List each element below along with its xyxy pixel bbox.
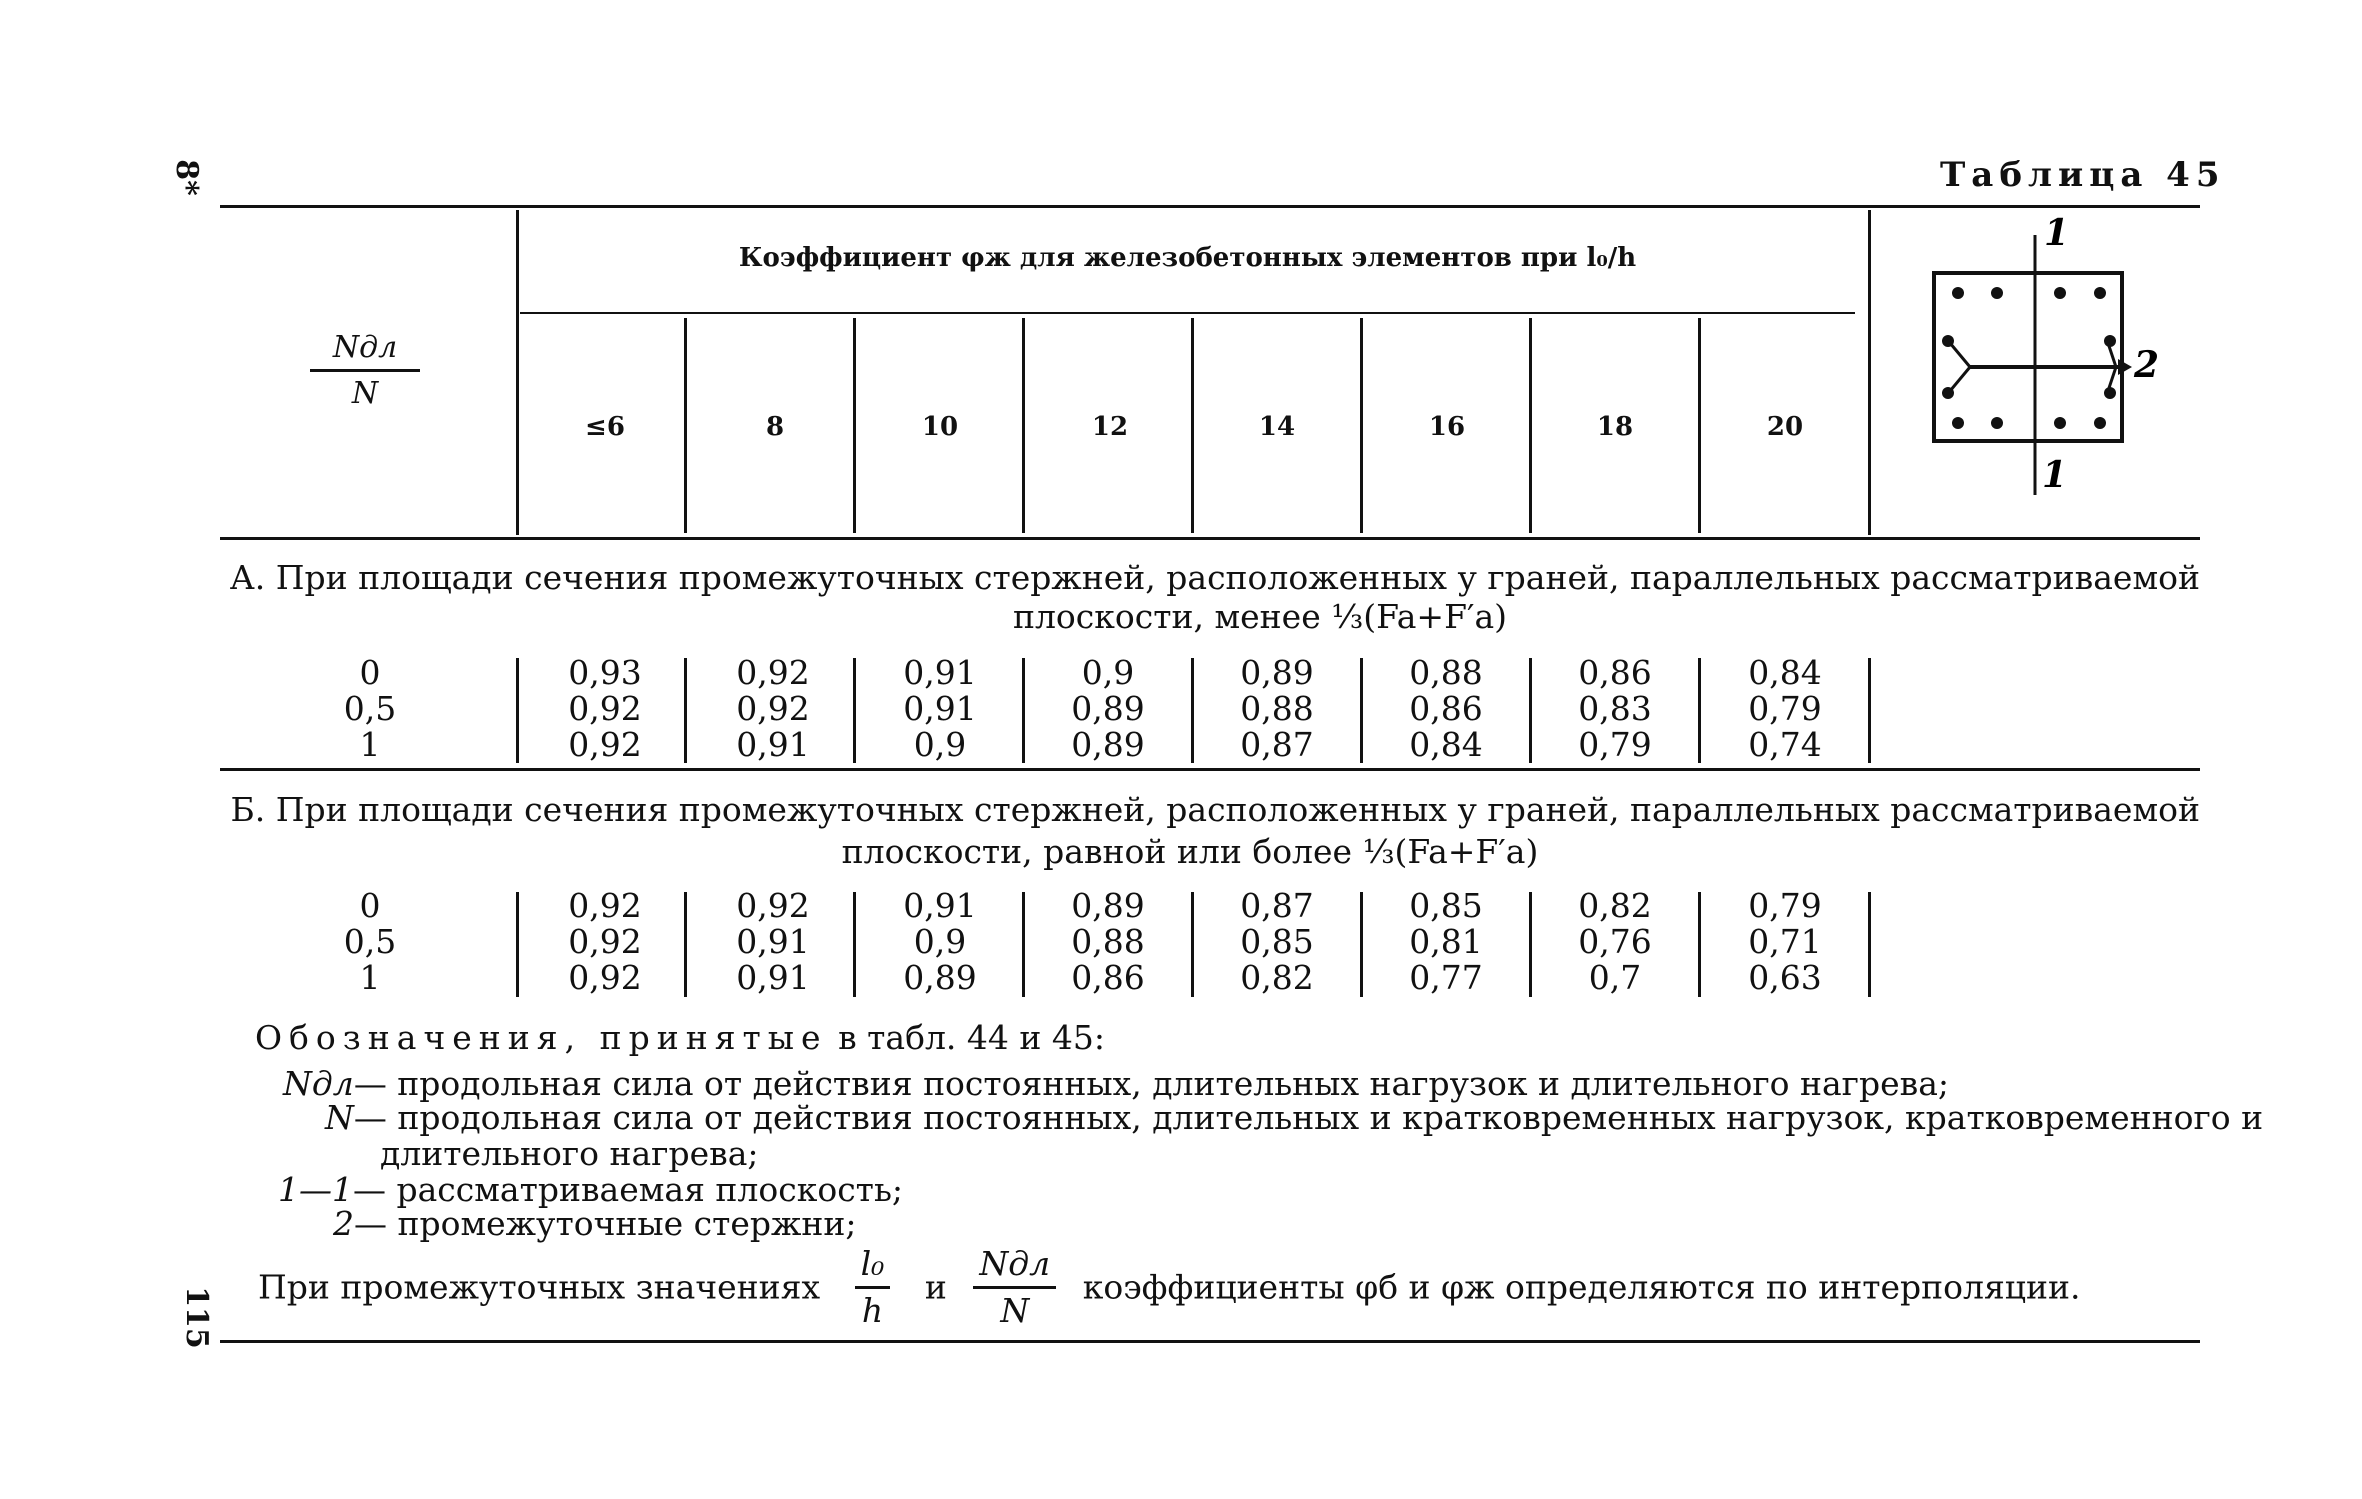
section-b-col-4 bbox=[1038, 888, 1178, 996]
section-b-col-8 bbox=[1715, 888, 1855, 996]
section-a-col-8 bbox=[1715, 655, 1855, 763]
column-divider bbox=[684, 318, 687, 533]
table-cell: 0,87 bbox=[1240, 725, 1314, 764]
table-cell: 0,88 bbox=[1240, 689, 1314, 728]
table-cell: 0,9 bbox=[913, 922, 967, 961]
table-cell: 0,86 bbox=[1578, 653, 1652, 692]
section-a-col-6 bbox=[1376, 655, 1516, 763]
table-cell: 0,88 bbox=[1071, 922, 1145, 961]
row-divider bbox=[1191, 892, 1194, 997]
table-cell: 0,89 bbox=[1071, 886, 1145, 925]
interpolation-note bbox=[258, 1242, 2081, 1333]
column-divider bbox=[1698, 318, 1701, 533]
table-cell: 0,79 bbox=[1748, 886, 1822, 925]
table-cell: 0,92 bbox=[736, 689, 810, 728]
row-divider bbox=[1529, 892, 1532, 997]
note-bars-symbol: 2 bbox=[333, 1204, 354, 1243]
table-cell: 0,89 bbox=[1071, 689, 1145, 728]
table-cell: 0,92 bbox=[568, 958, 642, 997]
table-cell: 0,7 bbox=[1588, 958, 1642, 997]
table-cell: 0,88 bbox=[1409, 653, 1483, 692]
column-header: 18 bbox=[1596, 412, 1634, 442]
header-divider-right bbox=[1868, 210, 1871, 535]
interpolation-suffix: коэффициенты φб и φж определяются по интерполяции. bbox=[1082, 1267, 2081, 1307]
column-divider bbox=[1022, 318, 1025, 533]
ratio-denominator: N bbox=[351, 376, 379, 411]
row-divider bbox=[516, 892, 519, 997]
column-divider bbox=[1360, 318, 1363, 533]
row-divider bbox=[516, 658, 519, 763]
column-header: 8 bbox=[765, 412, 785, 442]
note-n-dl-text: — продольная сила от действия постоянных, длительных нагрузок и длительного нагрева; bbox=[353, 1064, 1949, 1103]
section-b-col-2 bbox=[703, 888, 843, 996]
section-a-col-4 bbox=[1038, 655, 1178, 763]
row-ratio: 0 bbox=[359, 653, 381, 692]
section-b-title-line2: плоскости, равной или более ⅓(Fa+F′a) bbox=[841, 832, 1539, 871]
section-a-col-7 bbox=[1545, 655, 1685, 763]
table-cell: 0,63 bbox=[1748, 958, 1822, 997]
table-cell: 0,92 bbox=[736, 886, 810, 925]
row-divider bbox=[1022, 658, 1025, 763]
row-ratio: 0,5 bbox=[343, 689, 397, 728]
row-divider bbox=[853, 658, 856, 763]
row-ratio: 0,5 bbox=[343, 922, 397, 961]
notes-heading-rest: в табл. 44 и 45: bbox=[838, 1018, 1105, 1057]
cross-section-diagram bbox=[1900, 215, 2190, 505]
notes-heading-spaced: Обозначения, принятые bbox=[255, 1018, 828, 1057]
row-divider bbox=[684, 892, 687, 997]
row-ratio: 1 bbox=[359, 725, 381, 764]
row-divider bbox=[1529, 658, 1532, 763]
note-plane-text: — рассматриваемая плоскость; bbox=[353, 1170, 904, 1209]
row-divider bbox=[1868, 658, 1871, 763]
table-cell: 0,91 bbox=[903, 653, 977, 692]
table-cell: 0,76 bbox=[1578, 922, 1652, 961]
column-divider bbox=[1529, 318, 1532, 533]
row-divider bbox=[684, 658, 687, 763]
diagram-label-section-bottom: 1 bbox=[2042, 454, 2068, 496]
page-number: 115 bbox=[178, 1286, 214, 1349]
table-cell: 0,9 bbox=[1081, 653, 1135, 692]
note-plane-symbol: 1—1 bbox=[278, 1170, 353, 1209]
header-divider-left bbox=[516, 210, 519, 535]
row-divider bbox=[853, 892, 856, 997]
note-plane bbox=[278, 1172, 903, 1208]
column-header: 10 bbox=[921, 412, 959, 442]
column-header: 20 bbox=[1766, 412, 1804, 442]
section-a-col-3 bbox=[870, 655, 1010, 763]
row-divider bbox=[1360, 892, 1363, 997]
table-cell: 0,81 bbox=[1409, 922, 1483, 961]
note-bars bbox=[333, 1206, 857, 1242]
table-cell: 0,74 bbox=[1748, 725, 1822, 764]
table-cell: 0,79 bbox=[1578, 725, 1652, 764]
ratio-header bbox=[310, 330, 420, 411]
row-divider bbox=[1698, 892, 1701, 997]
section-b-col-3 bbox=[870, 888, 1010, 996]
row-divider bbox=[1868, 892, 1871, 997]
section-a-title-line2: плоскости, менее ⅓(Fa+F′a) bbox=[1012, 597, 1508, 636]
top-page-marker: 8* bbox=[168, 159, 204, 196]
header-bottom-rule bbox=[220, 537, 2200, 540]
table-cell: 0,85 bbox=[1409, 886, 1483, 925]
diagram-label-section-top: 1 bbox=[2044, 215, 2070, 254]
table-cell: 0,92 bbox=[568, 689, 642, 728]
section-a-ratio-column bbox=[300, 655, 440, 763]
row-divider bbox=[1191, 658, 1194, 763]
column-header: ≤6 bbox=[585, 412, 625, 442]
note-n-symbol: N bbox=[325, 1098, 354, 1137]
table-cell: 0,86 bbox=[1409, 689, 1483, 728]
section-b-col-1 bbox=[535, 888, 675, 996]
table-cell: 0,79 bbox=[1748, 689, 1822, 728]
diagram-label-bars: 2 bbox=[2134, 344, 2160, 386]
section-b-title-line1: Б. При площади сечения промежуточных стержней, расположенных у граней, параллельных рассматриваемой bbox=[230, 790, 2200, 829]
fraction-l0-h-numerator: l₀ bbox=[855, 1242, 891, 1289]
note-n-dl-symbol: Nдл bbox=[283, 1064, 354, 1103]
fraction-ndl-n bbox=[973, 1242, 1056, 1333]
note-n-dl bbox=[283, 1066, 1949, 1102]
section-a-bottom-rule bbox=[220, 768, 2200, 771]
interpolation-and: и bbox=[924, 1267, 947, 1307]
table-cell: 0,77 bbox=[1409, 958, 1483, 997]
row-ratio: 0 bbox=[359, 886, 381, 925]
table-cell: 0,83 bbox=[1578, 689, 1652, 728]
section-a-col-2 bbox=[703, 655, 843, 763]
table-cell: 0,9 bbox=[913, 725, 967, 764]
table-cell: 0,86 bbox=[1071, 958, 1145, 997]
table-cell: 0,92 bbox=[568, 922, 642, 961]
column-header: 12 bbox=[1091, 412, 1129, 442]
table-cell: 0,85 bbox=[1240, 922, 1314, 961]
row-divider bbox=[1698, 658, 1701, 763]
table-cell: 0,92 bbox=[568, 725, 642, 764]
note-n bbox=[325, 1100, 2263, 1136]
table-cell: 0,91 bbox=[736, 958, 810, 997]
table-cell: 0,91 bbox=[736, 922, 810, 961]
table-cell: 0,91 bbox=[736, 725, 810, 764]
note-n-text-line1: — продольная сила от действия постоянных, длительных и кратковременных нагрузок, кратковременного и bbox=[353, 1098, 2264, 1137]
table-cell: 0,87 bbox=[1240, 886, 1314, 925]
table-cell: 0,82 bbox=[1578, 886, 1652, 925]
section-a-col-1 bbox=[535, 655, 675, 763]
row-divider bbox=[1360, 658, 1363, 763]
table-cell: 0,84 bbox=[1409, 725, 1483, 764]
column-header: 16 bbox=[1428, 412, 1466, 442]
note-bars-text: — промежуточные стержни; bbox=[354, 1204, 857, 1243]
section-b-col-6 bbox=[1376, 888, 1516, 996]
table-cell: 0,91 bbox=[903, 886, 977, 925]
section-b-ratio-column bbox=[300, 888, 440, 996]
fraction-ndl-n-denominator: N bbox=[1000, 1291, 1030, 1330]
notes-heading bbox=[255, 1020, 1105, 1056]
table-top-rule bbox=[220, 205, 2200, 208]
table-cell: 0,71 bbox=[1748, 922, 1822, 961]
column-divider bbox=[853, 318, 856, 533]
coefficient-caption-rule bbox=[520, 312, 1855, 314]
ratio-numerator: Nдл bbox=[310, 330, 420, 372]
fraction-l0-h bbox=[855, 1242, 891, 1333]
table-cell: 0,89 bbox=[1071, 725, 1145, 764]
interpolation-prefix: При промежуточных значениях bbox=[258, 1267, 821, 1307]
row-divider bbox=[1022, 892, 1025, 997]
table-cell: 0,93 bbox=[568, 653, 642, 692]
column-divider bbox=[1191, 318, 1194, 533]
page-bottom-rule bbox=[220, 1340, 2200, 1343]
table-cell: 0,91 bbox=[903, 689, 977, 728]
table-title: Таблица 45 bbox=[1940, 155, 2226, 195]
table-cell: 0,89 bbox=[1240, 653, 1314, 692]
fraction-l0-h-denominator: h bbox=[861, 1291, 884, 1330]
column-header: 14 bbox=[1258, 412, 1296, 442]
table-cell: 0,92 bbox=[568, 886, 642, 925]
table-cell: 0,92 bbox=[736, 653, 810, 692]
table-cell: 0,89 bbox=[903, 958, 977, 997]
section-a-title-line1: А. При площади сечения промежуточных стержней, расположенных у граней, параллельных рассматриваемой bbox=[229, 558, 2200, 597]
fraction-ndl-n-numerator: Nдл bbox=[973, 1242, 1056, 1289]
section-a-col-5 bbox=[1207, 655, 1347, 763]
coefficient-caption: Коэффициент φж для железобетонных элементов при l₀/h bbox=[738, 243, 1637, 273]
row-ratio: 1 bbox=[359, 958, 381, 997]
table-cell: 0,82 bbox=[1240, 958, 1314, 997]
section-b-col-7 bbox=[1545, 888, 1685, 996]
section-b-col-5 bbox=[1207, 888, 1347, 996]
note-n-continuation: длительного нагрева; bbox=[380, 1134, 759, 1173]
table-cell: 0,84 bbox=[1748, 653, 1822, 692]
